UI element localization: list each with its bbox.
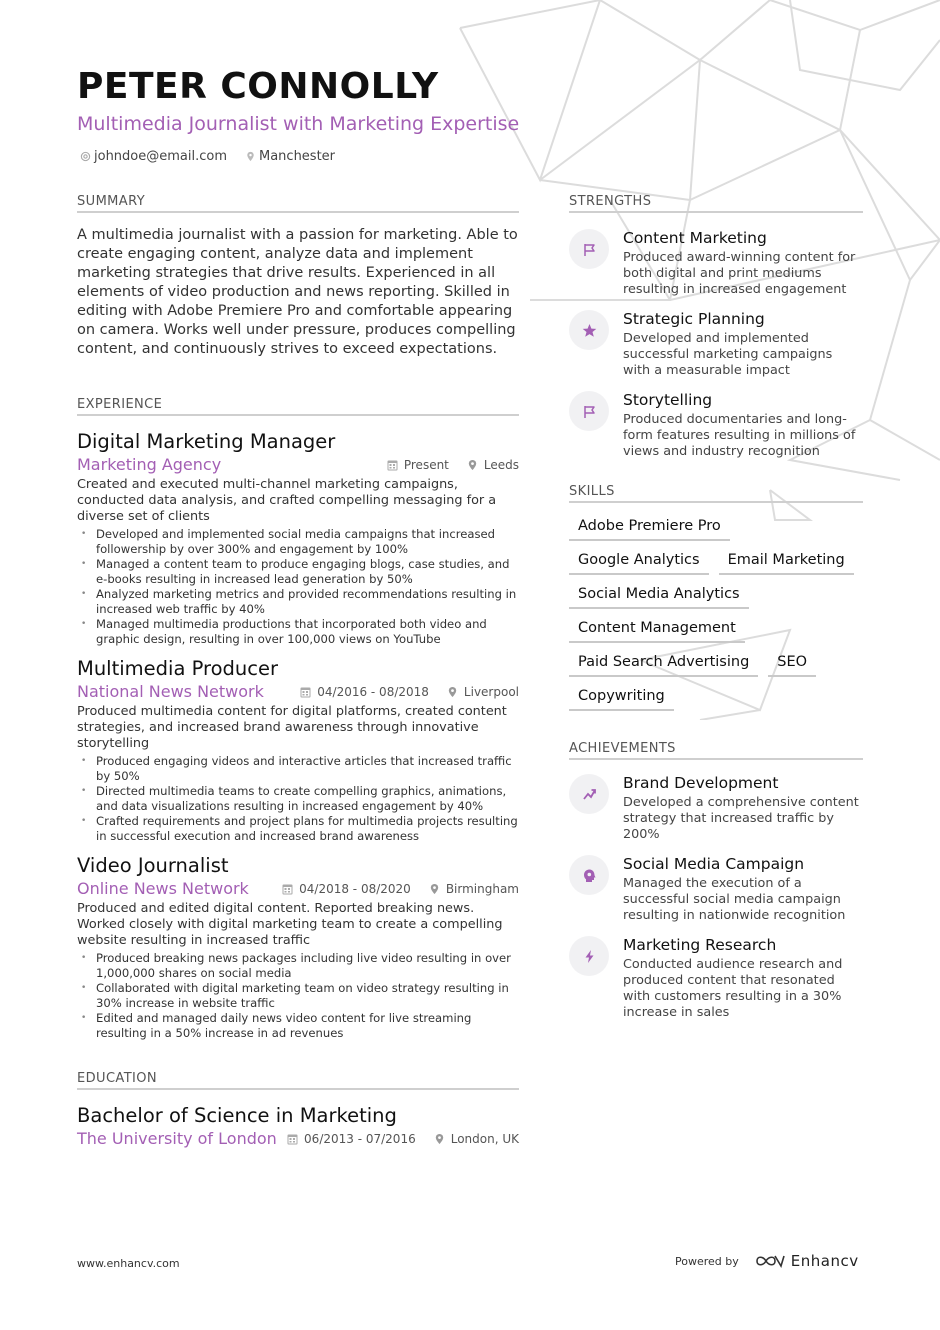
right-column xyxy=(569,194,863,1033)
strengths-description: Produced award-winning content for both digital and print mediums resulting in increased engagement xyxy=(623,250,856,297)
strengths-text xyxy=(623,310,863,379)
strengths-text xyxy=(623,229,863,298)
strengths-item xyxy=(569,391,863,460)
job-bullet: • Analyzed marketing metrics and provided recommendations resulting in increased web traffic by 40% xyxy=(77,587,519,617)
lightning-icon xyxy=(582,949,597,964)
left-column xyxy=(77,194,519,1158)
calendar-icon xyxy=(387,459,398,471)
job-bullet: • Collaborated with digital marketing team on video strategy resulting in 30% increase in website traffic xyxy=(77,981,519,1011)
at-icon xyxy=(80,151,91,162)
job-description: Created and executed multi-channel marketing campaigns, conducted data analysis, and crafted compelling messaging for a diverse set of clients xyxy=(77,477,497,524)
achievements-text xyxy=(623,774,863,843)
education-location-text: London, UK xyxy=(450,1131,519,1146)
education-meta xyxy=(287,1132,519,1146)
skills-heading: SKILLS xyxy=(569,484,863,503)
achievements-item xyxy=(569,936,863,1021)
experience-entry xyxy=(77,854,519,1041)
job-dates-text: 04/2018 - 08/2020 xyxy=(299,881,411,896)
company-name: Marketing Agency xyxy=(77,455,222,474)
powered-by-label: Powered by xyxy=(675,1254,739,1268)
enhancv-logo-icon xyxy=(755,1253,785,1269)
job-row xyxy=(77,682,519,701)
email-text: johndoe@email.com xyxy=(94,149,227,164)
growth-icon xyxy=(582,787,597,802)
achievements-title: Brand Development xyxy=(623,774,779,792)
location-pin-icon xyxy=(434,1133,445,1145)
experience-heading: EXPERIENCE xyxy=(77,397,519,416)
job-location xyxy=(447,685,519,699)
skill-tag: Copywriting xyxy=(569,681,674,711)
job-meta xyxy=(300,685,519,699)
skill-tag: SEO xyxy=(768,647,816,677)
company-name: National News Network xyxy=(77,682,264,701)
company-name: Online News Network xyxy=(77,879,249,898)
achievements-item xyxy=(569,774,863,843)
footer-website[interactable]: www.enhancv.com xyxy=(77,1257,180,1270)
head-idea-icon xyxy=(582,868,597,883)
location-pin-icon xyxy=(429,883,440,895)
job-location xyxy=(467,458,519,472)
icon-badge xyxy=(569,855,609,895)
location-pin-icon xyxy=(447,686,458,698)
achievements-description: Managed the execution of a successful social media campaign resulting in nationwide recognition xyxy=(623,876,846,923)
skills-section xyxy=(569,484,863,711)
strengths-title: Strategic Planning xyxy=(623,310,765,328)
job-row xyxy=(77,879,519,898)
icon-badge xyxy=(569,936,609,976)
candidate-name: PETER CONNOLLY xyxy=(77,66,439,107)
icon-badge xyxy=(569,229,609,269)
education-dates xyxy=(287,1132,416,1146)
education-dates-text: 06/2013 - 07/2016 xyxy=(304,1131,416,1146)
summary-text: A multimedia journalist with a passion for marketing. Able to create engaging content, analyze data and implement marketing strategies that drive results. Experienced in all elements of video production and news reporting. Skilled in editing with Adobe Premiere Pro and comfortable appearing on camera. Works well under pressure, produces compelling content, and continuously strives to exceed expectations. xyxy=(77,227,518,357)
strengths-heading: STRENGTHS xyxy=(569,194,863,213)
skill-tag: Content Management xyxy=(569,613,745,643)
school-name: The University of London xyxy=(77,1129,277,1148)
strengths-title: Storytelling xyxy=(623,391,713,409)
job-location-text: Birmingham xyxy=(445,881,519,896)
flag-icon xyxy=(582,404,597,419)
star-icon xyxy=(582,323,597,338)
job-bullet: • Developed and implemented social media campaigns that increased followership by over 300% and engagement by 100% xyxy=(77,527,519,557)
job-location-text: Leeds xyxy=(483,457,519,472)
achievements-list xyxy=(569,774,863,1021)
education-row xyxy=(77,1129,519,1148)
skill-tag: Google Analytics xyxy=(569,545,709,575)
job-bullets xyxy=(77,754,519,844)
experience-list xyxy=(77,430,519,1041)
achievements-description: Developed a comprehensive content strategy that increased traffic by 200% xyxy=(623,795,859,842)
job-bullet: • Edited and managed daily news video content for live streaming resulting in a 50% increase in ad revenues xyxy=(77,1011,519,1041)
strengths-section xyxy=(569,194,863,460)
location-pin-icon xyxy=(467,459,478,471)
candidate-headline: Multimedia Journalist with Marketing Expertise xyxy=(77,113,520,135)
brand-name: Enhancv xyxy=(790,1252,859,1270)
job-title: Video Journalist xyxy=(77,854,229,877)
summary-section xyxy=(77,194,519,359)
job-dates xyxy=(282,882,411,896)
job-meta xyxy=(282,882,519,896)
achievements-title: Marketing Research xyxy=(623,936,777,954)
skill-tag: Adobe Premiere Pro xyxy=(569,511,730,541)
contact-info xyxy=(80,149,335,164)
footer-powered xyxy=(675,1252,859,1270)
skill-tag: Social Media Analytics xyxy=(569,579,749,609)
job-dates xyxy=(387,458,449,472)
strengths-item xyxy=(569,229,863,298)
contact-location xyxy=(245,149,335,164)
strengths-title: Content Marketing xyxy=(623,229,767,247)
location-pin-icon xyxy=(245,151,256,162)
job-title: Multimedia Producer xyxy=(77,657,279,680)
summary-heading: SUMMARY xyxy=(77,194,519,213)
calendar-icon xyxy=(287,1133,298,1145)
job-meta xyxy=(387,458,519,472)
icon-badge xyxy=(569,774,609,814)
degree-title: Bachelor of Science in Marketing xyxy=(77,1104,397,1127)
flag-icon xyxy=(582,242,597,257)
achievements-section xyxy=(569,741,863,1021)
achievements-text xyxy=(623,936,863,1021)
job-description: Produced multimedia content for digital platforms, created content strategies, and increased brand awareness through innovative storytelling xyxy=(77,704,507,751)
job-location xyxy=(429,882,519,896)
skills-list xyxy=(569,511,863,711)
job-bullet: • Managed multimedia productions that incorporated both video and graphic design, resulting in over 100,000 views on YouTube xyxy=(77,617,519,647)
education-location xyxy=(434,1132,519,1146)
job-title: Digital Marketing Manager xyxy=(77,430,336,453)
brand-logo[interactable] xyxy=(755,1252,859,1270)
job-description: Produced and edited digital content. Reported breaking news. Worked closely with digital marketing team to create a compelling website resulting in increased traffic xyxy=(77,901,503,948)
education-entry xyxy=(77,1104,519,1148)
job-dates-text: Present xyxy=(403,457,449,472)
achievements-heading: ACHIEVEMENTS xyxy=(569,741,863,760)
job-bullet: • Produced engaging videos and interactive articles that increased traffic by 50% xyxy=(77,754,519,784)
job-bullet: • Directed multimedia teams to create compelling graphics, animations, and data visualizations resulting in increased engagement by 40% xyxy=(77,784,519,814)
job-bullet: • Managed a content team to produce engaging blogs, case studies, and e-books resulting in increased lead generation by 50% xyxy=(77,557,519,587)
job-location-text: Liverpool xyxy=(463,684,519,699)
strengths-description: Developed and implemented successful marketing campaigns with a measurable impact xyxy=(623,331,833,378)
achievements-title: Social Media Campaign xyxy=(623,855,805,873)
job-bullet: • Produced breaking news packages including live video resulting in over 1,000,000 shares on social media xyxy=(77,951,519,981)
experience-section xyxy=(77,397,519,1041)
strengths-description: Produced documentaries and long-form features resulting in millions of views and industry recognition xyxy=(623,412,856,459)
education-heading: EDUCATION xyxy=(77,1071,519,1090)
achievements-description: Conducted audience research and produced content that resonated with customers resulting in a 30% increase in sales xyxy=(623,957,843,1020)
achievements-item xyxy=(569,855,863,924)
job-bullet: • Crafted requirements and project plans for multimedia projects resulting in successful execution and increased brand awareness xyxy=(77,814,519,844)
skill-tag: Email Marketing xyxy=(719,545,854,575)
calendar-icon xyxy=(282,883,293,895)
location-text: Manchester xyxy=(259,149,336,164)
job-bullets xyxy=(77,527,519,647)
calendar-icon xyxy=(300,686,311,698)
job-dates-text: 04/2016 - 08/2018 xyxy=(317,684,429,699)
icon-badge xyxy=(569,391,609,431)
job-row xyxy=(77,455,519,474)
skill-tag: Paid Search Advertising xyxy=(569,647,758,677)
contact-email[interactable] xyxy=(80,149,227,164)
icon-badge xyxy=(569,310,609,350)
job-bullets xyxy=(77,951,519,1041)
achievements-text xyxy=(623,855,863,924)
strengths-item xyxy=(569,310,863,379)
education-section xyxy=(77,1071,519,1148)
strengths-list xyxy=(569,229,863,460)
job-dates xyxy=(300,685,429,699)
strengths-text xyxy=(623,391,863,460)
experience-entry xyxy=(77,657,519,844)
experience-entry xyxy=(77,430,519,647)
